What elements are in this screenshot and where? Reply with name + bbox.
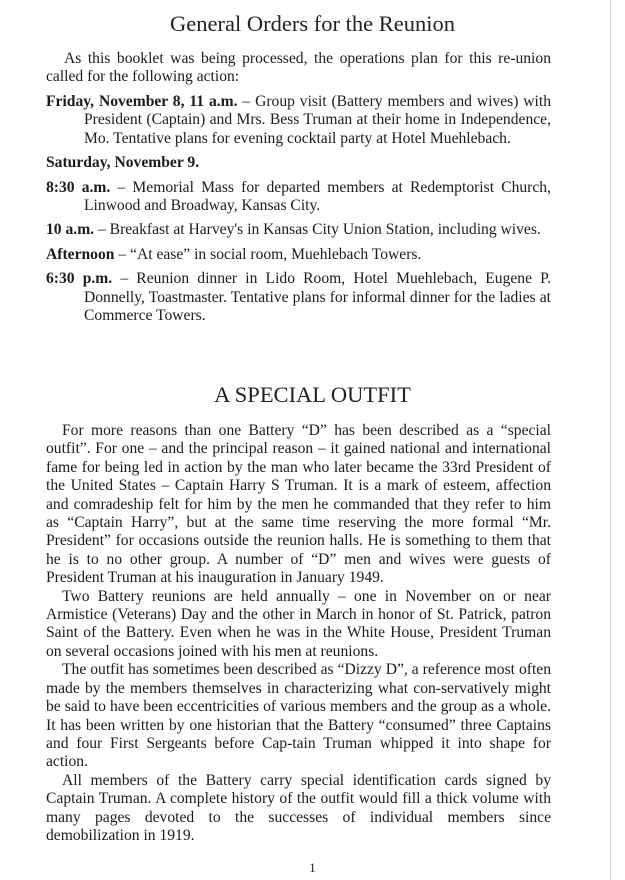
entry-text: – Group visit (Battery members and wives) with President (Captain) and Mrs. Bess Truman at their home in Independence, Mo. Tentative plans for evening cocktail party at Hotel Muehlebach. xyxy=(84,93,551,147)
page-edge-line xyxy=(610,0,611,880)
entry-label: 8:30 a.m. xyxy=(46,178,111,196)
schedule-entry-saturday xyxy=(46,154,551,172)
entry-label: Saturday, November 9. xyxy=(46,154,200,172)
schedule-entry-630 xyxy=(46,270,551,325)
schedule-entry-afternoon xyxy=(46,246,551,264)
schedule-list xyxy=(46,93,551,331)
entry-text: – “At ease” in social room, Muehlebach Towers. xyxy=(114,245,422,263)
entry-label: 6:30 p.m. xyxy=(46,270,113,288)
schedule-entry-friday xyxy=(46,93,551,148)
body-paragraph: The outfit has sometimes been described as “Dizzy D”, a reference most often made by the members themselves in characterizing what con-servatively might be said to have been eccentricities of various members and the group as a whole. It has been written by one historian that the Battery “consumed” three Captains and four First Sergeants before Cap-tain Truman whipped it into shape for action. xyxy=(46,661,551,771)
special-outfit-body xyxy=(46,422,551,845)
entry-label: 10 a.m. xyxy=(46,221,95,239)
schedule-entry-830 xyxy=(46,179,551,216)
intro-paragraph: As this booklet was being processed, the operations plan for this re-union called for the following action: xyxy=(46,50,551,86)
entry-text: – Reunion dinner in Lido Room, Hotel Muehlebach, Eugene P. Donnelly, Toastmaster. Tentative plans for informal dinner for the ladies at Commerce Towers. xyxy=(84,270,551,325)
schedule-entry-10am xyxy=(46,221,551,239)
entry-text: – Breakfast at Harvey's in Kansas City Union Station, including wives. xyxy=(94,221,541,239)
section-title-general-orders: General Orders for the Reunion xyxy=(170,11,455,36)
page-number: 1 xyxy=(309,860,316,875)
entry-text: – Memorial Mass for departed members at Redemptorist Church, Linwood and Broadway, Kansas City. xyxy=(84,178,551,215)
body-paragraph: Two Battery reunions are held annually – one in November on or near Armistice (Veterans) Day and the other in March in honor of St. Patrick, patron Saint of the Battery. Even when he was in the White House, President Truman on several occasions joined with his men at reunions. xyxy=(46,587,551,660)
body-paragraph: All members of the Battery carry special identification cards signed by Captain Truman. A complete history of the outfit would fill a thick volume with many pages devoted to the successes of individual members since demobilization in 1919. xyxy=(46,771,551,844)
body-paragraph: For more reasons than one Battery “D” has been described as a “special outfit”. For one – and the principal reason – it gained national and international fame for being led in action by the man who later became the 33rd President of the United States – Captain Harry S Truman. It is a mark of esteem, affection and comradeship felt for him by the men he commanded that they refer to him as “Captain Harry”, but at the same time reserving the more formal “Mr. President” for occasions outside the reunion halls. He is something to them that he is to no other group. A number of “D” men and wives were guests of President Truman at his inauguration in January 1949. xyxy=(46,422,551,587)
entry-label: Afternoon xyxy=(46,245,115,263)
section-title-special-outfit: A SPECIAL OUTFIT xyxy=(214,382,411,407)
entry-label: Friday, November 8, 11 a.m. xyxy=(46,93,238,110)
